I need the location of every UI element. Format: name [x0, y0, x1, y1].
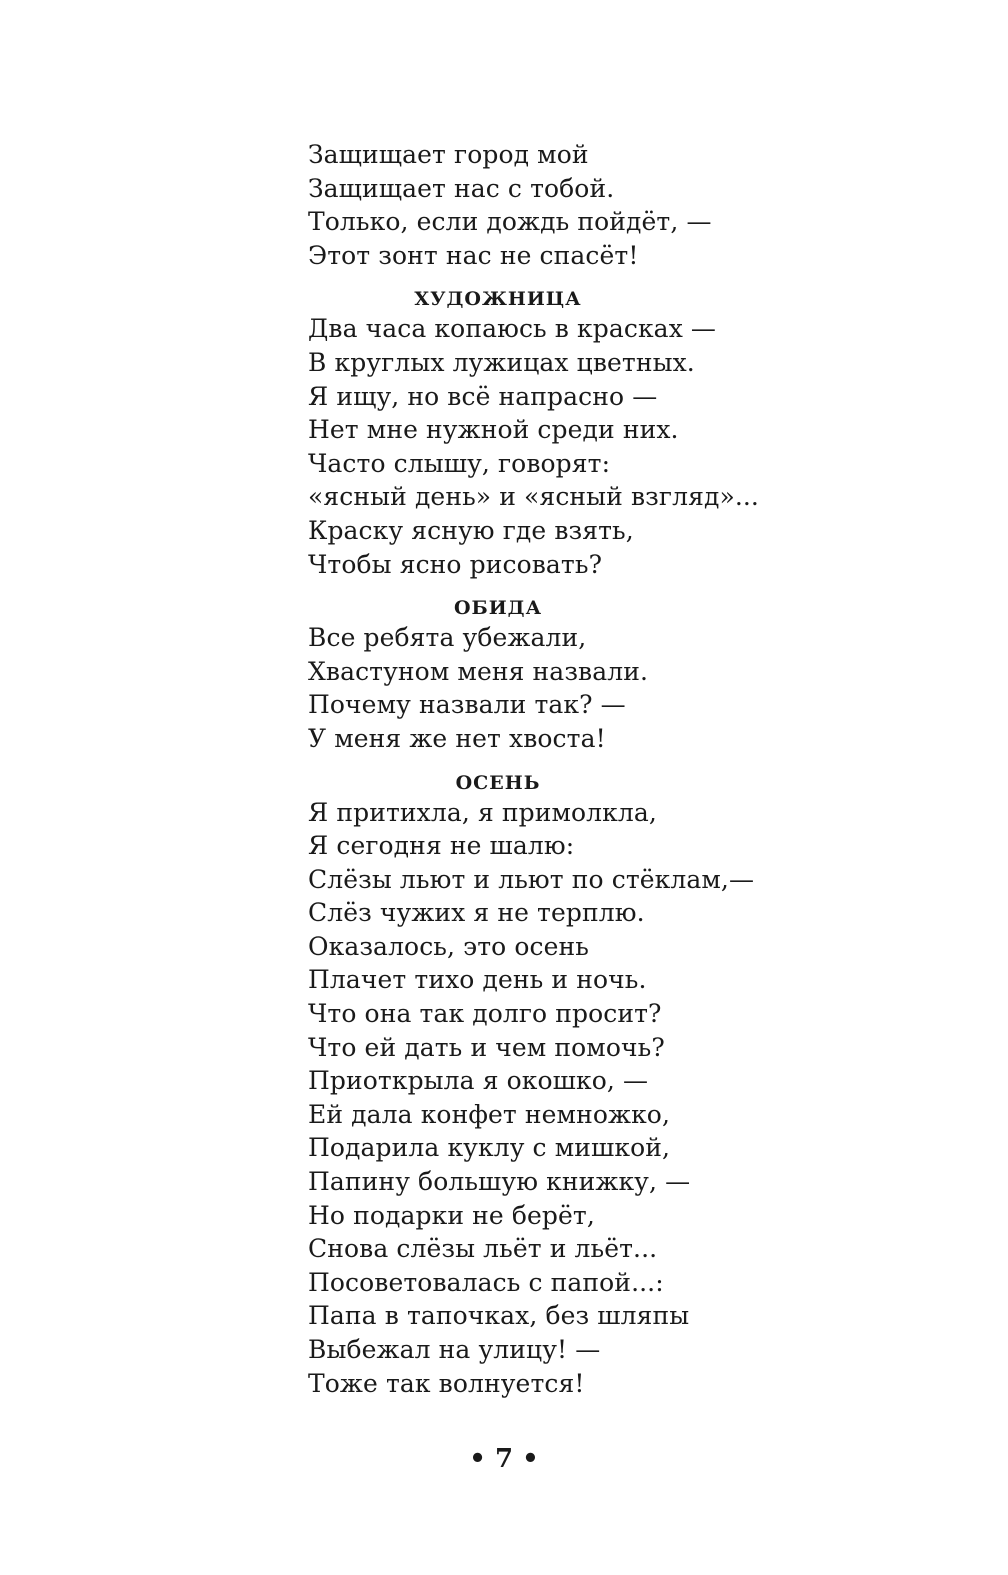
- poem-line: Приоткрыла я окошко, —: [308, 1066, 649, 1096]
- poem-line: Все ребята убежали,: [308, 623, 587, 653]
- poem-title: ОБИДА: [453, 597, 543, 620]
- poem-line: Ей дала конфет немножко,: [308, 1099, 671, 1129]
- poem-khudozhnitsa: [308, 286, 788, 581]
- poem-line: Почему назвали так? —: [308, 690, 626, 720]
- poem-osen: [308, 770, 788, 1401]
- poem-line: Два часа копаюсь в красках —: [308, 314, 717, 344]
- poem-line: У меня же нет хвоста!: [308, 723, 606, 753]
- poem-title: ХУДОЖНИЦА: [414, 288, 582, 311]
- poem-line: Я сегодня не шалю:: [308, 831, 575, 861]
- poem-line: Слёз чужих я не терплю.: [308, 898, 645, 928]
- poem-line: Что она так долго просит?: [308, 999, 662, 1029]
- poem-line: Подарила куклу с мишкой,: [308, 1133, 671, 1163]
- poem-line: Защищает нас с тобой.: [308, 173, 615, 203]
- poem-line: Папа в тапочках, без шляпы: [308, 1301, 690, 1331]
- poem-line: Я ищу, но всё напрасно —: [308, 381, 658, 411]
- poem-line: Этот зонт нас не спасёт!: [308, 240, 639, 270]
- poem-line: Что ей дать и чем помочь?: [308, 1032, 665, 1062]
- poem-line: Чтобы ясно рисовать?: [308, 549, 603, 579]
- poem-title: ОСЕНЬ: [455, 771, 541, 794]
- poem-line: Защищает город мой: [308, 140, 589, 169]
- poem-line: Только, если дождь пойдёт, —: [308, 207, 712, 237]
- poem-line: Часто слышу, говорят:: [308, 448, 611, 478]
- poem-line: Слёзы льют и льют по стёклам,—: [308, 864, 755, 894]
- poem-line: В круглых лужицах цветных.: [308, 347, 695, 377]
- poem-obida: [308, 595, 788, 755]
- poem-column: [308, 138, 788, 1400]
- poem-line: Тоже так волнуется!: [308, 1368, 585, 1398]
- poem-umbrella-ending: [308, 138, 788, 272]
- poem-line: Краску ясную где взять,: [308, 515, 634, 545]
- poem-line: Посоветовалась с папой...:: [308, 1267, 664, 1297]
- poem-line: Снова слёзы льёт и льёт...: [308, 1234, 658, 1264]
- poem-line: Плачет тихо день и ночь.: [308, 965, 647, 995]
- poem-line: Оказалось, это осень: [308, 931, 589, 961]
- poem-line: Папину большую книжку, —: [308, 1167, 691, 1197]
- poem-line: «ясный день» и «ясный взгляд»...: [308, 482, 759, 512]
- poem-line: Нет мне нужной среди них.: [308, 415, 679, 445]
- poem-line: Выбежал на улицу! —: [308, 1335, 601, 1364]
- poem-line: Но подарки не берёт,: [308, 1200, 595, 1230]
- poem-line: Хвастуном меня назвали.: [308, 656, 649, 686]
- page-number: • 7 •: [469, 1444, 539, 1474]
- poem-line: Я притихла, я примолкла,: [308, 797, 657, 827]
